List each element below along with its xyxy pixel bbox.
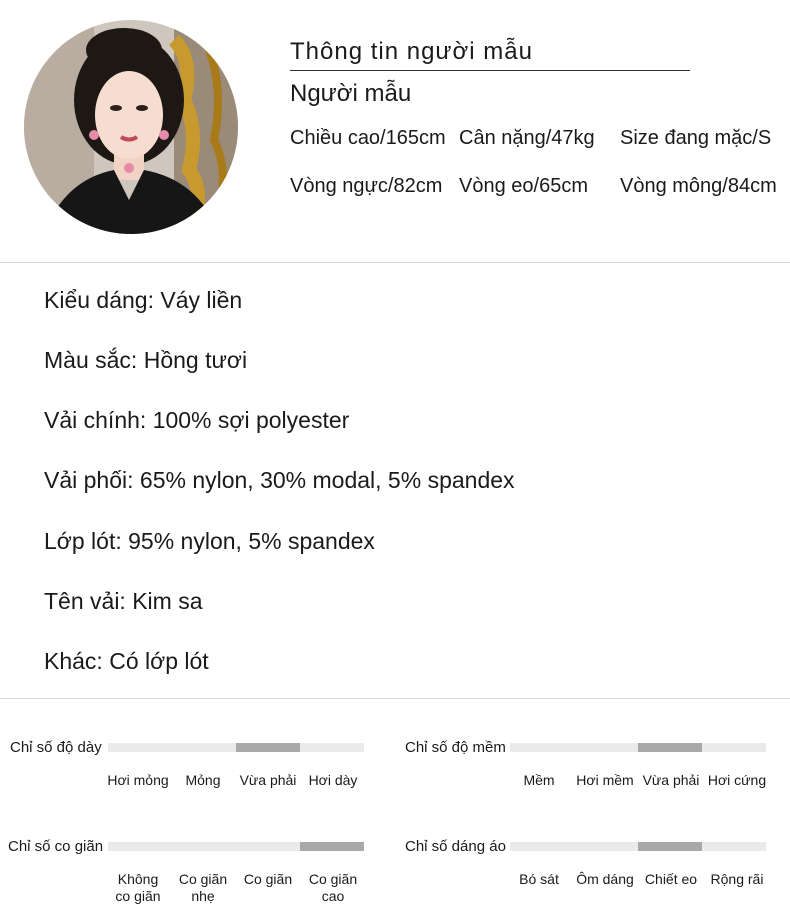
spec-main-fabric: Vải chính: 100% sợi polyester	[44, 407, 350, 433]
spec-color: Màu sắc: Hồng tươi	[44, 347, 248, 373]
fit-option: Bó sát	[519, 871, 559, 887]
spec-mixed-fabric: Vải phối: 65% nylon, 30% modal, 5% spandex	[44, 467, 515, 493]
fit-option: Chiết eo	[644, 871, 698, 887]
softness-option: Mềm	[523, 772, 555, 788]
thickness-option: Mỏng	[185, 772, 221, 788]
fit-option: Rộng rãi	[710, 871, 764, 887]
softness-index-fill	[638, 743, 702, 752]
stretch-index-label: Chỉ số co giãn	[8, 838, 104, 855]
model-waist: Vòng eo/65cm	[459, 175, 588, 197]
model-weight: Cân nặng/47kg	[459, 127, 595, 149]
softness-index-label: Chỉ số độ mềm	[405, 739, 506, 756]
thickness-index-label: Chỉ số độ dày	[10, 739, 102, 756]
model-portrait-image	[24, 20, 238, 234]
stretch-index-fill	[300, 842, 364, 851]
fit-index-fill	[638, 842, 702, 851]
stretch-index-bar	[108, 842, 364, 851]
model-bust: Vòng ngực/82cm	[290, 175, 443, 197]
fit-index-bar	[510, 842, 766, 851]
section-divider	[0, 262, 790, 263]
fit-index-label: Chỉ số dáng áo	[405, 838, 506, 855]
stretch-option: Không co giãn	[115, 871, 161, 904]
spec-lining: Lớp lót: 95% nylon, 5% spandex	[44, 528, 375, 554]
fit-option: Ôm dáng	[576, 871, 634, 887]
model-height: Chiều cao/165cm	[290, 127, 446, 149]
model-hip: Vòng mông/84cm	[620, 175, 777, 197]
thickness-index-bar	[108, 743, 364, 752]
section-divider	[0, 698, 790, 699]
model-size: Size đang mặc/S	[620, 127, 772, 149]
thickness-option: Hơi dày	[308, 772, 358, 788]
spec-fabric-name: Tên vải: Kim sa	[44, 588, 203, 614]
spec-style: Kiểu dáng: Váy liền	[44, 287, 243, 313]
softness-option: Vừa phải	[642, 772, 700, 788]
thickness-option: Hơi mỏng	[107, 772, 169, 788]
stretch-option: Co giãn nhẹ	[178, 871, 228, 904]
model-subtitle: Người mẫu	[290, 80, 412, 107]
spec-other: Khác: Có lớp lót	[44, 648, 209, 674]
stretch-option: Co giãn cao	[308, 871, 358, 904]
softness-option: Hơi cứng	[707, 772, 767, 788]
stretch-option: Co giãn	[243, 871, 293, 887]
thickness-index-fill	[236, 743, 300, 752]
softness-option: Hơi mềm	[576, 772, 634, 788]
model-photo	[24, 20, 238, 234]
model-info-title: Thông tin người mẫu	[290, 38, 690, 71]
softness-index-bar	[510, 743, 766, 752]
thickness-option: Vừa phải	[239, 772, 297, 788]
